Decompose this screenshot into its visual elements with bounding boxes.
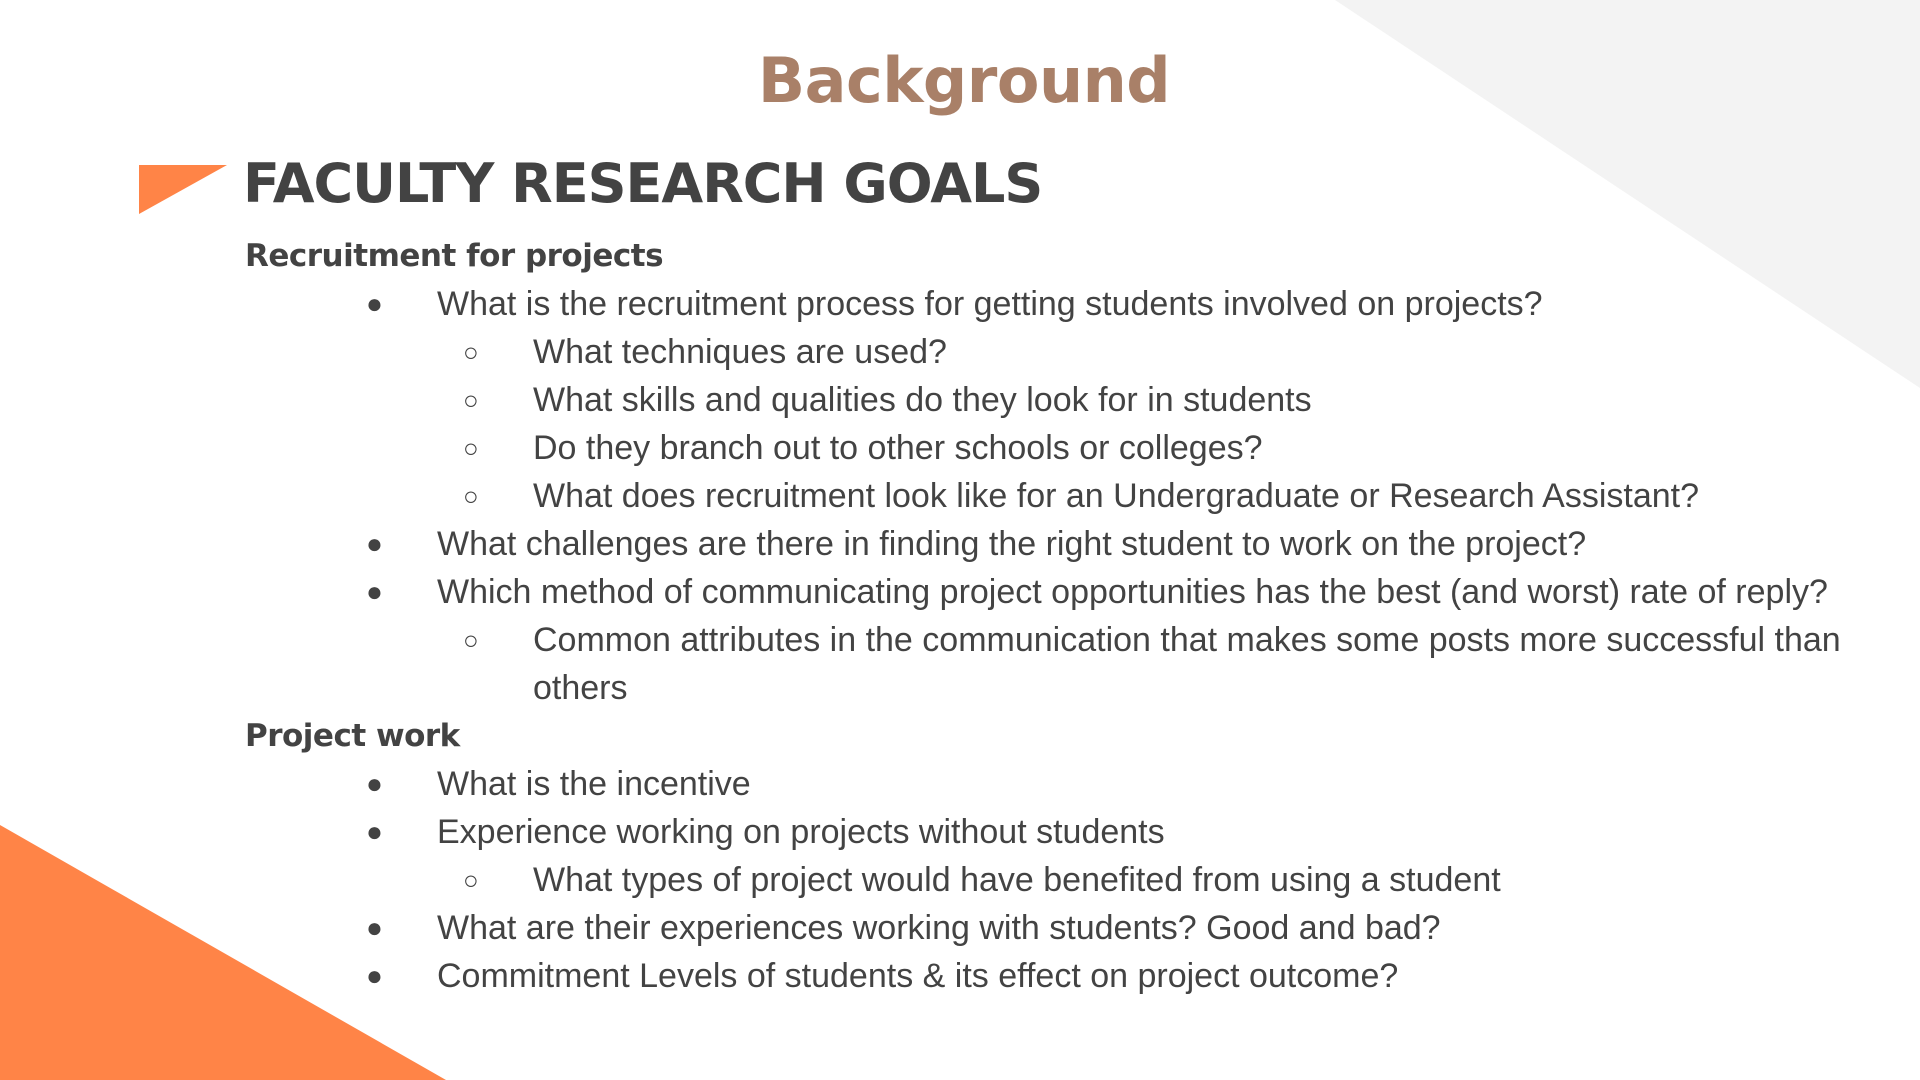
hollow-bullet-icon: ○ xyxy=(463,385,479,415)
sub-list-item-text: What techniques are used? xyxy=(533,333,947,371)
list-item-text: Experience working on projects without students xyxy=(437,813,1165,851)
list-item xyxy=(0,520,1857,568)
list-item xyxy=(0,760,1857,808)
hollow-bullet-icon: ○ xyxy=(463,625,479,655)
sub-list-item xyxy=(0,376,1873,424)
hollow-bullet-icon: ○ xyxy=(463,433,479,463)
filled-bullet-icon: ● xyxy=(366,288,383,319)
sub-list-item-text: Common attributes in the communication that makes some posts more successful than others xyxy=(533,621,1841,707)
filled-bullet-icon: ● xyxy=(366,816,383,847)
slide-title: Background xyxy=(757,44,1171,117)
sub-list-item xyxy=(0,856,1873,904)
filled-bullet-icon: ● xyxy=(366,768,383,799)
sub-list-item xyxy=(0,472,1873,520)
list-item xyxy=(0,568,1857,616)
heading-flag-icon xyxy=(139,165,227,214)
group-project-work xyxy=(0,712,1920,1000)
list-item-text: What is the incentive xyxy=(437,765,751,803)
list-item xyxy=(0,808,1857,856)
sub-list-item xyxy=(0,616,1873,712)
section-heading: FACULTY RESEARCH GOALS xyxy=(243,152,1043,215)
sub-list-item-text: What skills and qualities do they look for in students xyxy=(533,381,1312,419)
filled-bullet-icon: ● xyxy=(366,576,383,607)
list-item-text: What are their experiences working with students? Good and bad? xyxy=(437,909,1441,947)
sub-list-item-text: What types of project would have benefited from using a student xyxy=(533,861,1501,899)
list-item-text: Which method of communicating project opportunities has the best (and worst) rate of reply? xyxy=(437,573,1828,611)
hollow-bullet-icon: ○ xyxy=(463,865,479,895)
list-item-text: Commitment Levels of students & its effect on project outcome? xyxy=(437,957,1399,995)
list-item xyxy=(0,952,1857,1000)
hollow-bullet-icon: ○ xyxy=(463,481,479,511)
group-title: Recruitment for projects xyxy=(245,238,664,274)
filled-bullet-icon: ● xyxy=(366,912,383,943)
slide-content xyxy=(0,232,1920,1000)
filled-bullet-icon: ● xyxy=(366,528,383,559)
sub-list-item-text: Do they branch out to other schools or colleges? xyxy=(533,429,1263,467)
group-title: Project work xyxy=(245,718,460,754)
list-item xyxy=(0,280,1857,328)
group-recruitment xyxy=(0,232,1920,712)
filled-bullet-icon: ● xyxy=(366,960,383,991)
hollow-bullet-icon: ○ xyxy=(463,337,479,367)
sub-list-item xyxy=(0,328,1873,376)
list-item-text: What challenges are there in finding the right student to work on the project? xyxy=(437,525,1587,563)
list-item xyxy=(0,904,1857,952)
sub-list-item-text: What does recruitment look like for an Undergraduate or Research Assistant? xyxy=(533,477,1700,515)
list-item-text: What is the recruitment process for getting students involved on projects? xyxy=(437,285,1543,323)
sub-list-item xyxy=(0,424,1873,472)
